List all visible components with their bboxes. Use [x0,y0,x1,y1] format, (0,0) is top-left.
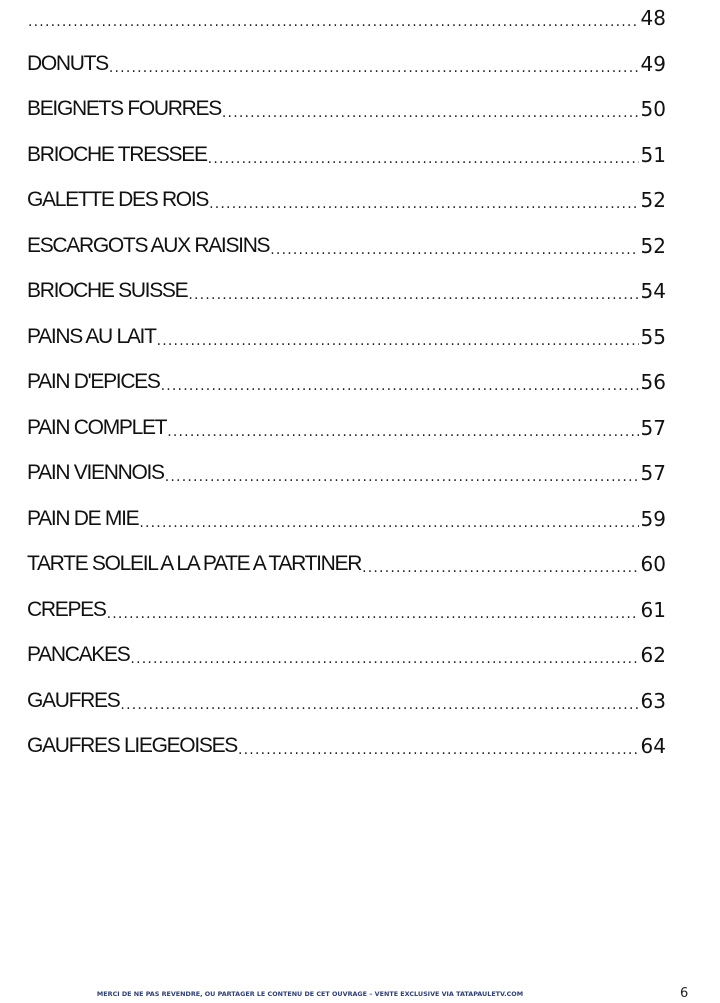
toc-entry-title: BEIGNETS FOURRES [27,97,221,120]
toc-dot-leader [157,333,639,349]
toc-dot-leader [107,606,639,622]
toc-entry-title: PAIN DE MIE [27,506,139,530]
toc-entry-page: 57 [640,461,666,485]
toc-dot-leader [167,424,638,440]
toc-entry [27,172,666,218]
toc-entry-page: 54 [640,279,666,303]
toc-entry [27,445,666,491]
toc-entry-title: ESCARGOTS AUX RAISINS [27,233,270,257]
toc-entry-title: PAIN VIENNOIS [27,461,164,484]
toc-dot-leader [208,151,639,167]
toc-entry [27,354,666,400]
toc-dot-leader [165,469,639,485]
toc-entry [27,81,666,127]
page-number: 6 [680,986,689,1001]
toc-dot-leader [109,60,639,76]
toc-dot-leader [120,697,638,713]
toc-entry-title: TARTE SOLEIL A LA PATE A TARTINER [27,552,362,575]
toc-entry-page: 60 [640,552,666,576]
toc-dot-leader [130,651,638,667]
toc-entry-page: 52 [640,233,666,258]
toc-entry [27,672,666,718]
toc-entry [27,126,666,172]
toc-dot-leader [139,515,638,531]
toc-entry-title: PAIN COMPLET [27,415,167,439]
table-of-contents [27,0,666,763]
toc-entry-page: 62 [640,643,666,667]
toc-dot-leader [209,196,638,212]
toc-entry-page: 61 [640,597,666,622]
toc-dot-leader [28,14,639,30]
toc-entry-page: 57 [640,415,666,440]
toc-entry [27,399,666,445]
toc-entry-title: BRIOCHE SUISSE [27,279,188,302]
toc-entry [27,581,666,627]
toc-entry [27,35,666,81]
toc-entry-page: 50 [640,97,666,121]
toc-entry-title: PAIN D'EPICES [27,370,160,393]
toc-entry-title: GALETTE DES ROIS [27,188,209,211]
toc-dot-leader [238,742,639,758]
toc-entry [27,718,666,764]
toc-entry-page: 63 [640,688,666,713]
toc-entry-title: CREPES [27,597,106,621]
toc-dot-leader [362,560,638,576]
toc-dot-leader [188,287,638,303]
toc-entry-page: 49 [640,51,666,76]
toc-dot-leader [161,378,639,394]
toc-entry-page: 56 [640,370,666,394]
toc-entry-title: GAUFRES LIEGEOISES [27,734,237,757]
toc-entry [27,263,666,309]
toc-entry-page: 51 [640,142,666,167]
toc-entry [27,490,666,536]
toc-entry-page: 52 [640,188,666,212]
toc-dot-leader [222,105,639,121]
toc-entry-title: BRIOCHE TRESSEE [27,142,207,166]
toc-dot-leader [270,242,638,258]
footer-notice: MERCI DE NE PAS REVENDRE, OU PARTAGER LE CONTENU DE CET OUVRAGE – VENTE EXCLUSIVE VIA TATAPAULETV.COM [96,990,524,998]
toc-entry [27,217,666,263]
toc-entry [27,308,666,354]
toc-entry-page: 55 [640,324,666,349]
toc-entry [27,0,666,35]
toc-entry [27,536,666,582]
toc-entry-page: 59 [640,506,666,531]
toc-entry-page: 48 [640,6,666,30]
toc-entry-title: GAUFRES [27,688,120,712]
toc-entry-page: 64 [640,734,666,758]
toc-entry-title: DONUTS [27,51,108,75]
toc-entry-title: PANCAKES [27,643,130,666]
toc-entry-title: PAINS AU LAIT [27,324,156,348]
toc-entry [27,627,666,673]
